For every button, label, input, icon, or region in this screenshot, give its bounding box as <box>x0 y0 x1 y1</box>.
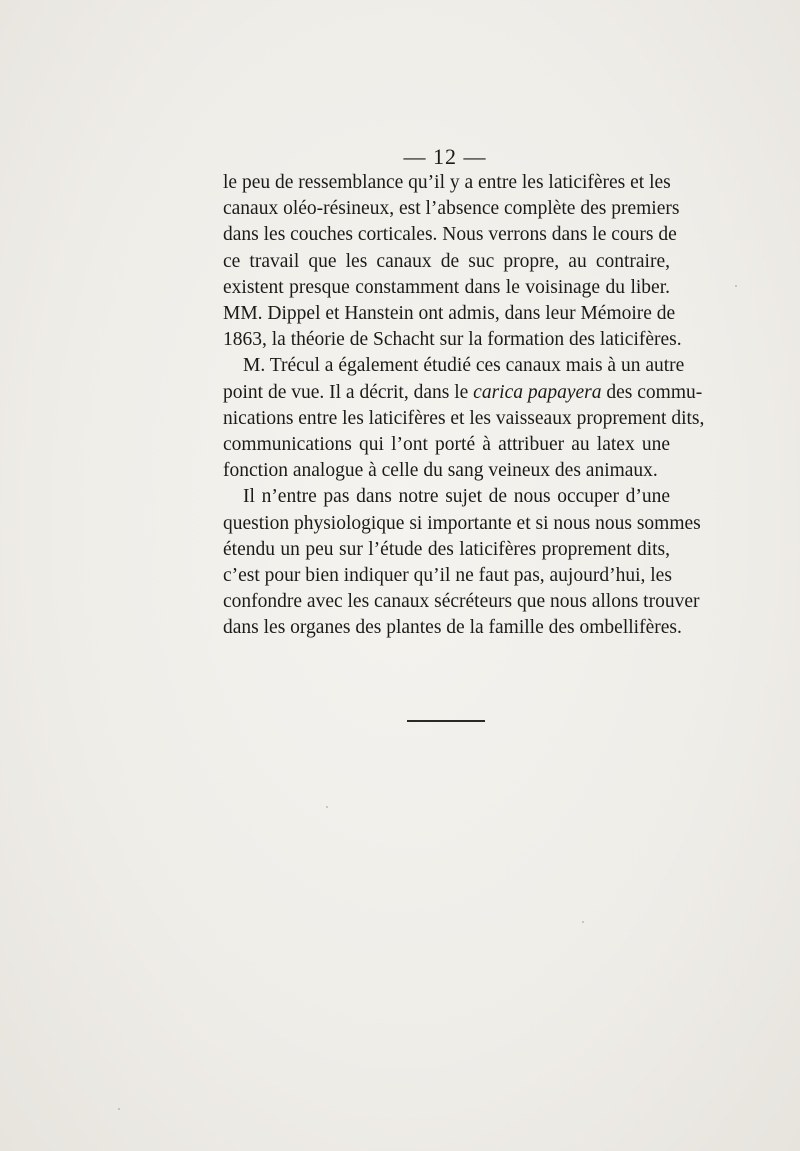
text-line: communications qui l’ont porté à attribuer au latex une <box>223 434 670 456</box>
italic-species-name: carica papayera <box>473 381 602 403</box>
page-number: — 12 — <box>403 144 487 169</box>
body-text <box>223 170 705 642</box>
text-line: ce travail que les canaux de suc propre, au contraire, <box>223 250 670 272</box>
text-run: point de vue. Il a décrit, dans le <box>223 381 474 403</box>
paper-speck <box>582 921 584 923</box>
paragraph-3 <box>223 484 701 641</box>
text-line: étendu un peu sur l’étude des laticifères proprement dits, <box>223 538 670 560</box>
text-line: c’est pour bien indiquer qu’il ne faut pas, aujourd’hui, les <box>223 565 672 587</box>
text-line: 1863, la théorie de Schacht sur la formation des laticifères. <box>223 329 682 351</box>
text-line: dans les organes des plantes de la famille des ombellifères. <box>223 617 682 639</box>
paper-speck <box>326 806 328 808</box>
paragraph-2 <box>223 353 705 484</box>
text-line: confondre avec les canaux sécréteurs que nous allons trouver <box>223 591 700 613</box>
text-line: question physiologique si importante et si nous nous sommes <box>223 512 701 534</box>
text-line: dans les couches corticales. Nous verrons dans le cours de <box>223 224 677 246</box>
text-line: Il n’entre pas dans notre sujet de nous occuper d’une <box>243 486 670 508</box>
section-end-rule <box>407 720 485 722</box>
text-line: existent presque constamment dans le voisinage du liber. <box>223 276 670 298</box>
text-run: des commu- <box>601 381 703 403</box>
text-line: le peu de ressemblance qu’il y a entre les laticifères et les <box>223 172 671 193</box>
paragraph-1 <box>223 170 682 353</box>
paper-speck <box>118 1108 120 1110</box>
paper-speck <box>735 285 737 287</box>
text-line: MM. Dippel et Hanstein ont admis, dans leur Mémoire de <box>223 303 676 325</box>
text-line: nications entre les laticifères et les vaisseaux proprement dits, <box>223 407 705 429</box>
text-line: fonction analogue à celle du sang veineux des animaux. <box>223 460 658 482</box>
text-line: M. Trécul a également étudié ces canaux mais à un autre <box>243 355 685 377</box>
text-line: canaux oléo-résineux, est l’absence complète des premiers <box>223 198 680 220</box>
text-line-with-italic <box>223 380 703 406</box>
